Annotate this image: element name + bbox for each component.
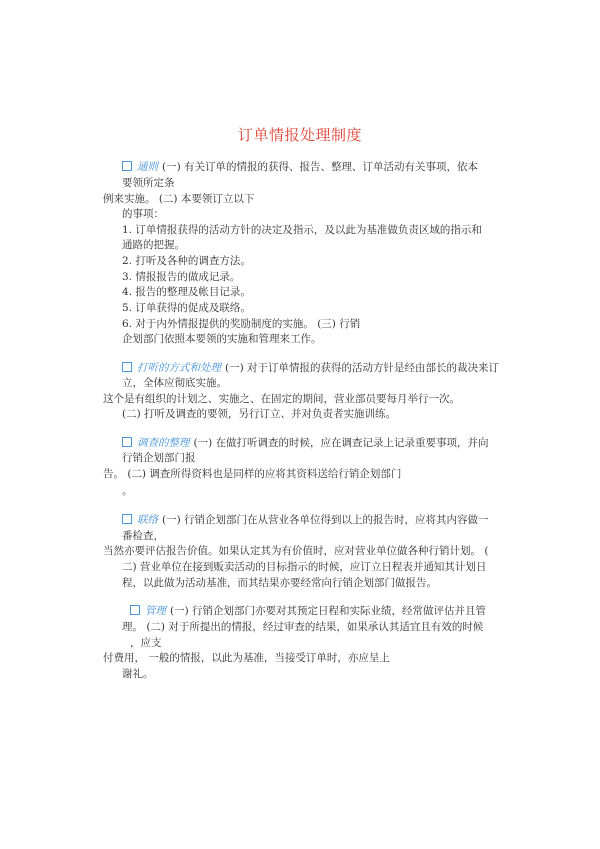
section-line-text: (一) 行销企划部门亦要对其预定日程和实际业绩，经常做评估并且管 [170,605,487,617]
section-line: 这个是有组织的计划之、实施之、在固定的期间，营业部员要每月举行一次。 [103,393,460,405]
section-heading: 联络 [137,514,158,526]
checkbox-icon [122,514,132,524]
section-line: 。 [122,485,133,497]
section-line: 付费用， 一般的情报，以此为基准，当接受订单时，亦应呈上 [103,652,390,664]
list-item: 1. 订单情报获得的活动方针的决定及指示，及以此为基准做负责区域的指示和 [122,224,482,236]
section-first-line [122,436,489,450]
section-line: 企划部门依照本要领的实施和管理来工作。 [122,333,322,345]
section-first-line [130,604,486,618]
checkbox-icon [122,362,132,372]
section-line: 行销企划部门报 [122,452,196,464]
checkbox-icon [122,437,132,447]
section-line-text: (一) 行销企划部门在从营业各单位得到以上的报告时，应将其内容做一 [162,514,489,526]
list-item: 4. 报告的整理及帐目记录。 [122,286,251,298]
section-line: 番检查， [122,530,164,542]
section-heading: 管理 [145,605,166,617]
section-line: 告。 (二) 调查所得资料也是同样的应将其资料送给行销企划部门 [103,468,402,480]
section-first-line [122,513,489,527]
section-line: 二) 营业单位在接到贩卖活动的目标指示的时候，应订立日程表并通知其计划日 [122,561,487,573]
section-line: 立，全体应彻底实施。 [122,377,227,389]
section-line: 程，以此做为活动基准，而其结果亦要经常向行销企划部门做报告。 [122,577,437,589]
section-heading: 调查的整理 [137,437,190,449]
section-heading: 打听的方式和处理 [137,362,221,374]
section-line: ，应支 [130,637,162,649]
section-first-line [122,160,478,174]
list-item: 6. 对于内外情报提供的奖励制度的实施。 (三) 行销 [122,318,361,330]
section-first-line [122,361,499,375]
section-line: 理。 (二) 对于所提出的情报，经过审查的结果，如果承认其适宜且有效的时候 [122,621,484,633]
section-heading: 通则 [137,161,158,173]
section-line: (二) 打听及调查的要领，另行订立、并对负责者实施训练。 [122,408,397,420]
list-item: 2. 打听及各种的调查方法。 [122,255,251,267]
checkbox-icon [122,161,132,171]
section-line: 例来实施。 (二) 本要领订立以下 [103,193,255,205]
section-line: 的事项： [122,208,164,220]
list-item: 5. 订单获得的促成及联络。 [122,302,251,314]
section-line-text: (一) 有关订单的情报的获得、报告、整理、订单活动有关事项，依本 [162,161,479,173]
section-line: 通路的把握。 [122,239,185,251]
section-line: 要领所定条 [122,177,175,189]
document-title: 订单情报处理制度 [237,126,362,144]
list-item: 3. 情报报告的做成记录。 [122,271,241,283]
checkbox-icon [130,605,140,615]
section-line: 谢礼。 [122,668,154,680]
section-line-text: (一) 对于订单情报的获得的活动方针是经由部长的裁决来订 [225,362,500,374]
section-line: 当然亦要评估报告价值。如果认定其为有价值时，应对营业单位做各种行销计划。 ( [103,545,489,557]
section-line-text: (一) 在做打听调查的时候，应在调查记录上记录重要事项，并向 [193,437,489,449]
